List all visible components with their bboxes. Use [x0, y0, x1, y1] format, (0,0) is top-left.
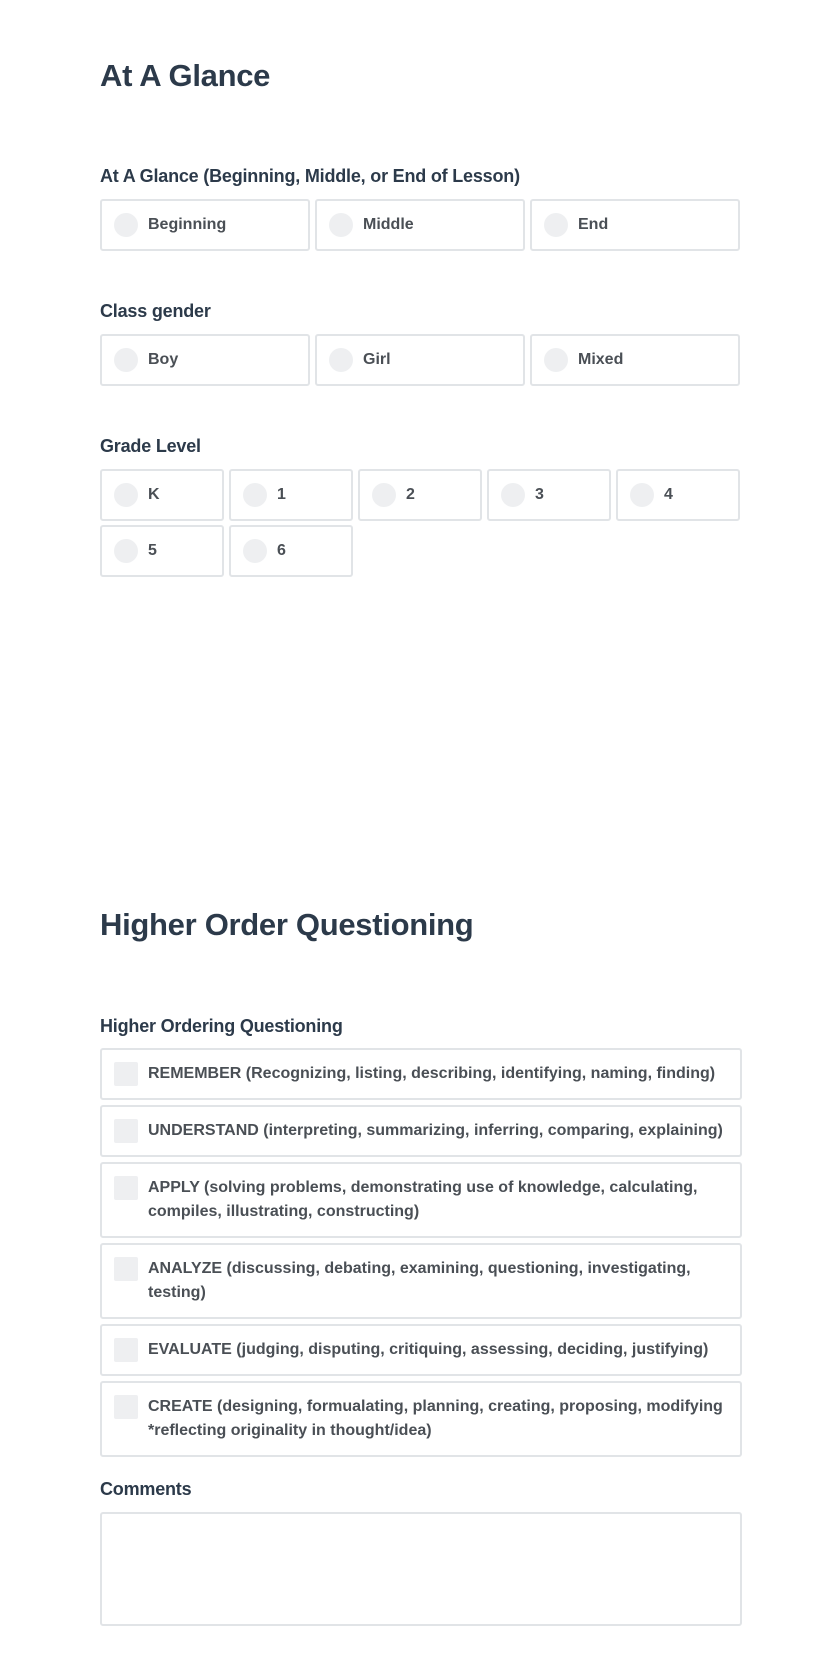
question-label-lesson-position: At A Glance (Beginning, Middle, or End of Lesson) [100, 166, 520, 186]
radio-option-end[interactable] [530, 199, 740, 251]
radio-group-grade-level-row-1 [100, 469, 740, 521]
radio-button[interactable] [114, 539, 138, 563]
comments-textarea[interactable] [100, 1512, 742, 1626]
checkbox[interactable] [114, 1119, 138, 1143]
checkbox-option-apply[interactable] [100, 1162, 742, 1238]
section-title: Higher Order Questioning [100, 907, 474, 942]
section-at-a-glance [100, 58, 740, 94]
radio-option-middle[interactable] [315, 199, 525, 251]
radio-option-grade-k[interactable] [100, 469, 224, 521]
radio-option-label: Mixed [578, 351, 624, 368]
question-label-grade-level: Grade Level [100, 436, 201, 456]
radio-option-label: 2 [406, 486, 415, 503]
radio-option-grade-3[interactable] [487, 469, 611, 521]
radio-group-class-gender [100, 334, 740, 386]
radio-option-grade-6[interactable] [229, 525, 353, 577]
radio-option-label: 5 [148, 542, 157, 559]
checkbox[interactable] [114, 1062, 138, 1086]
radio-option-boy[interactable] [100, 334, 310, 386]
question-label-higher-ordering: Higher Ordering Questioning [100, 1016, 343, 1036]
radio-option-grade-4[interactable] [616, 469, 740, 521]
checkbox-option-understand[interactable] [100, 1105, 742, 1157]
radio-option-mixed[interactable] [530, 334, 740, 386]
radio-option-grade-2[interactable] [358, 469, 482, 521]
checkbox[interactable] [114, 1176, 138, 1200]
radio-button[interactable] [501, 483, 525, 507]
checkbox-option-label: REMEMBER (Recognizing, listing, describing, identifying, naming, finding) [148, 1065, 716, 1082]
radio-button[interactable] [243, 483, 267, 507]
radio-button[interactable] [372, 483, 396, 507]
checkbox-option-create[interactable] [100, 1381, 742, 1457]
checkbox-group-higher-ordering [100, 1048, 742, 1457]
radio-button[interactable] [114, 213, 138, 237]
checkbox[interactable] [114, 1395, 138, 1419]
checkbox-option-evaluate[interactable] [100, 1324, 742, 1376]
radio-option-label: 3 [535, 486, 544, 503]
checkbox-option-label: APPLY (solving problems, demonstrating use of knowledge, calculating, compiles, illustrating, constructing) [148, 1179, 698, 1220]
radio-button[interactable] [544, 213, 568, 237]
checkbox-option-label: ANALYZE (discussing, debating, examining, questioning, investigating, testing) [148, 1260, 691, 1301]
radio-option-label: Middle [363, 216, 414, 233]
radio-button[interactable] [329, 213, 353, 237]
radio-option-beginning[interactable] [100, 199, 310, 251]
question-label-class-gender: Class gender [100, 301, 211, 321]
section-higher-order-questioning [100, 907, 740, 943]
radio-option-grade-5[interactable] [100, 525, 224, 577]
radio-button[interactable] [114, 483, 138, 507]
radio-option-girl[interactable] [315, 334, 525, 386]
radio-option-label: K [148, 486, 160, 503]
radio-option-label: Girl [363, 351, 391, 368]
checkbox-option-analyze[interactable] [100, 1243, 742, 1319]
radio-button[interactable] [544, 348, 568, 372]
radio-option-label: Beginning [148, 216, 227, 233]
radio-option-label: 4 [664, 486, 673, 503]
radio-option-label: End [578, 216, 609, 233]
checkbox[interactable] [114, 1257, 138, 1281]
question-label-comments: Comments [100, 1479, 192, 1499]
section-title: At A Glance [100, 58, 271, 93]
checkbox-option-remember[interactable] [100, 1048, 742, 1100]
checkbox-option-label: UNDERSTAND (interpreting, summarizing, inferring, comparing, explaining) [148, 1122, 723, 1139]
radio-button[interactable] [630, 483, 654, 507]
radio-button[interactable] [329, 348, 353, 372]
radio-option-label: Boy [148, 351, 179, 368]
radio-group-lesson-position [100, 199, 740, 251]
checkbox-option-label: EVALUATE (judging, disputing, critiquing, assessing, deciding, justifying) [148, 1341, 709, 1358]
radio-group-grade-level-row-2 [100, 525, 353, 577]
checkbox[interactable] [114, 1338, 138, 1362]
radio-button[interactable] [114, 348, 138, 372]
radio-option-grade-1[interactable] [229, 469, 353, 521]
radio-option-label: 6 [277, 542, 286, 559]
radio-option-label: 1 [277, 486, 286, 503]
radio-button[interactable] [243, 539, 267, 563]
checkbox-option-label: CREATE (designing, formualating, planning, creating, proposing, modifying *reflecting originality in thought/idea) [148, 1398, 723, 1439]
